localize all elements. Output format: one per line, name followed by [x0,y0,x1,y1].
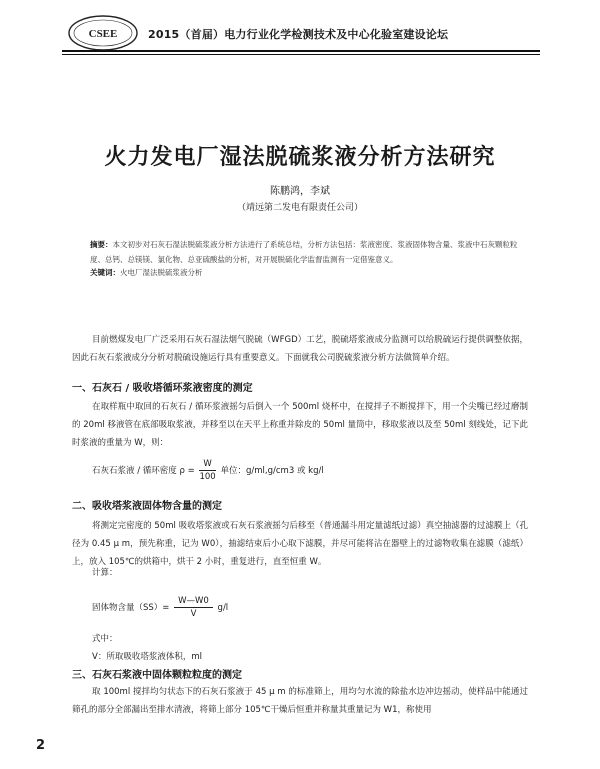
formula-fraction [199,458,215,483]
formula-unit: g/l [217,603,229,613]
header-divider [62,50,540,52]
formula-lhs: 石灰石浆液 / 循环密度 ρ = [92,466,195,476]
logo-text: CSEE [88,28,118,40]
calc-label: 计算： [92,568,118,578]
formula-lhs: 固体物含量（SS）= [92,603,170,613]
formula-unit: 单位：g/ml,g/cm3 或 kg/l [220,466,324,476]
formula-denominator: 100 [199,472,216,482]
intro-paragraph: 目前燃煤发电厂广泛采用石灰石湿法烟气脱硫（WFGD）工艺，脱硫塔浆液成分监测可以给脱硫运行提供调整依据，因此石灰石浆液成分分析对脱硫设施运行具有重要意义。下面就我公司脱硫浆液分析方法做简单介绍。 [72,335,528,363]
page-number: 2 [36,738,46,753]
header-title: 2015（首届）电力行业化学检测技术及中心化验室建设论坛 [148,28,449,41]
density-formula [92,458,324,483]
abstract-text: 本文初步对石灰石湿法脱硫浆液分析方法进行了系统总结，分析方法包括：浆液密度、浆液固体物含量、浆液中石灰颗粒粒度、总钙、总镁镁、氯化物、总亚硫酸盐的分析，对开展脱硫化学监督监测有一定借鉴意义。 [90,240,518,264]
formula-numerator: W—W0 [174,595,213,608]
section-paragraph-particle-size: 取 100ml 搅拌均匀状态下的石灰石浆液于 45 μ m 的标准筛上，用均匀水流的除盐水边冲边摇动，使样品中能通过筛孔的部分全部漏出至排水清液，将筛上部分 105℃干燥后恒重并称量其重量记为 W1，称使用 [72,687,528,715]
keywords-label: 关键词： [90,268,120,277]
formula-fraction [174,595,213,620]
section-heading-density: 一、石灰石 / 吸收塔循环浆液密度的测定 [72,383,253,394]
section-heading-particle-size: 三、石灰石浆液中固体颗粒粒度的测定 [72,670,242,681]
abstract-label: 摘要： [90,240,113,249]
solids-formula [92,595,228,620]
formula-denominator: V [190,609,197,619]
paper-affiliation: （靖远第二发电有限责任公司） [236,203,363,213]
section-paragraph-density: 在取样瓶中取回的石灰石 / 循环浆液摇匀后倒入一个 500ml 烧杯中，在搅拌子不断搅拌下，用一个尖嘴已经过磨制的 20ml 移液管在底部吸取浆液，并移至以在天平上称重并除皮的 50ml 量筒中，移取浆液以及至 50ml 刻线处，记下此时浆液的重量为 W，则： [72,402,528,448]
paper-title: 火力发电厂湿法脱硫浆液分析方法研究 [104,145,496,170]
formula-numerator: W [199,458,215,471]
variable-definition: V：所取吸收塔浆液体积，ml [92,652,202,662]
section-paragraph-solids: 将测定完密度的 50ml 吸收塔浆液或石灰石浆液摇匀后移至（普通漏斗用定量滤纸过滤）真空抽滤器的过滤膜上（孔径为 0.45 μ m，预先称重，记为 W0），抽滤结束后小心取下滤膜，并尽可能将沾在器壁上的过滤物收集在滤膜（滤纸）上，放入 105℃的烘箱中，烘干 2 小时，重复进行，直至恒重 W。 [72,521,528,567]
header-divider-thin [62,54,540,55]
section-heading-solids: 二、吸收塔浆液固体物含量的测定 [72,501,222,512]
csee-logo [66,13,140,53]
abstract [90,237,530,267]
where-label: 式中： [92,634,118,644]
paper-authors: 陈鹏鸿，李斌 [270,186,330,197]
keywords-text: 火电厂湿法脱硫浆液分析 [120,268,203,277]
keywords [90,267,530,278]
